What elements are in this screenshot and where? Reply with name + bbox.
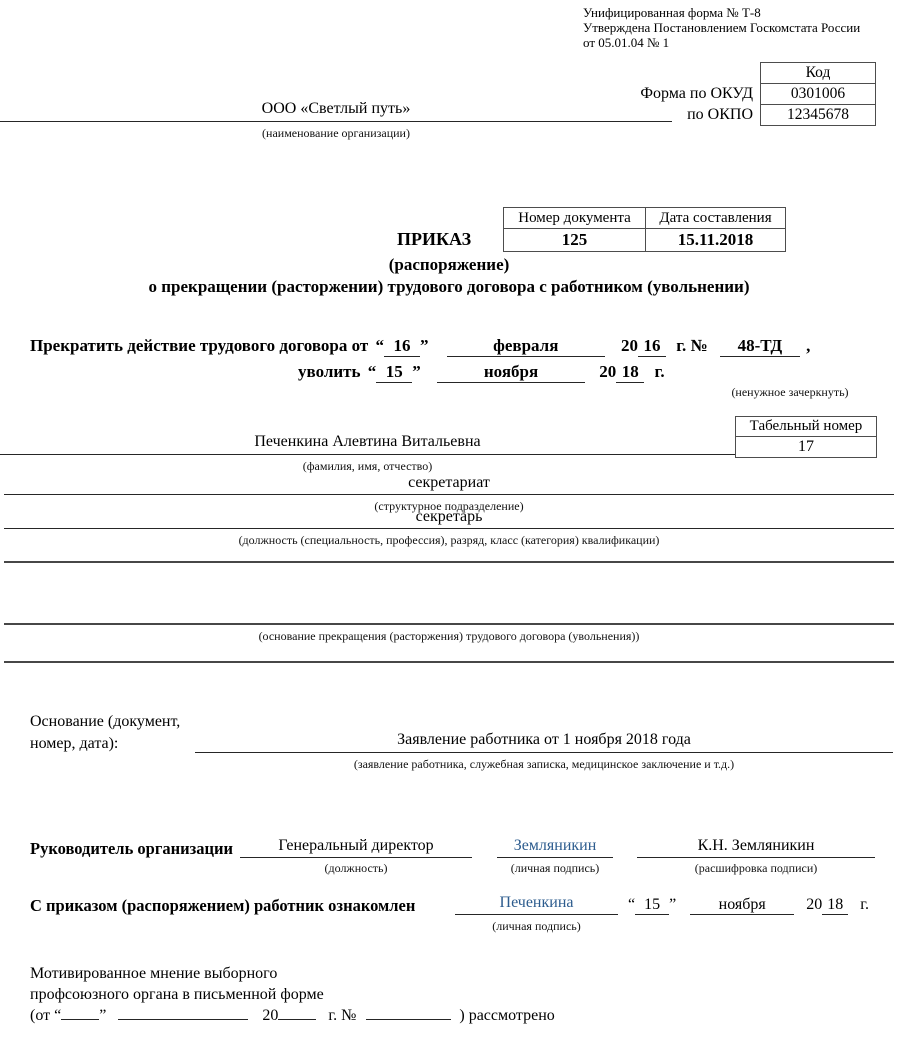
okpo-label: по ОКПО (687, 106, 753, 123)
crossout-caption: (ненужное зачеркнуть) (731, 385, 849, 399)
position-field: секретарь (4, 508, 894, 529)
union-century: 20 (262, 1007, 279, 1024)
contract-number-field: 48-ТД (720, 336, 800, 357)
union-prefix: (от “ (30, 1007, 62, 1024)
ack-century: 20 (806, 896, 823, 913)
basis-label-line1: Основание (документ, (30, 713, 181, 730)
doc-number-header: Номер документа (504, 208, 646, 229)
okud-label: Форма по ОКУД (640, 85, 753, 102)
order-subtitle-1: (распоряжение) (388, 255, 510, 274)
head-name-caption: (расшифровка подписи) (694, 861, 818, 875)
ack-signature: Печенкина (455, 894, 618, 915)
form-reference-block (583, 5, 893, 50)
close-quote: ” (99, 1007, 107, 1024)
employee-name-caption: (фамилия, имя, отчество) (302, 459, 433, 473)
head-position-caption: (должность) (324, 861, 388, 875)
code-header-cell: Код (761, 63, 876, 84)
union-line3 (30, 1005, 555, 1026)
department-field: секретариат (4, 474, 894, 495)
comma: , (806, 336, 811, 355)
close-quote: ” (420, 336, 429, 355)
contract-day-field: 16 (384, 336, 420, 357)
close-quote: ” (669, 896, 677, 913)
open-quote: “ (628, 896, 636, 913)
position-caption: (должность (специальность, профессия), разряд, класс (категория) квалификации) (238, 533, 660, 547)
termination-line-1 (30, 336, 810, 357)
union-month-field (118, 1019, 248, 1020)
order-subtitle-2: о прекращении (расторжении) трудового договора с работником (увольнении) (148, 277, 750, 296)
doc-date-header: Дата составления (646, 208, 786, 229)
union-number-field (366, 1019, 451, 1020)
dismiss-prefix: уволить (298, 362, 361, 381)
union-year-field (278, 1019, 316, 1020)
head-signature: Земляникин (497, 837, 613, 858)
ack-day-field: 15 (635, 896, 669, 915)
close-quote: ” (412, 362, 421, 381)
organization-name-field: ООО «Светлый путь» (0, 100, 672, 122)
grounds-blank-line-1 (4, 561, 894, 563)
union-line1: Мотивированное мнение выборного (30, 965, 278, 982)
okud-value-cell: 0301006 (761, 84, 876, 105)
form-note-line3: от 05.01.04 № 1 (583, 35, 670, 50)
ack-year-field: 18 (822, 896, 848, 915)
termination-line1-prefix: Прекратить действие трудового договора от (30, 336, 369, 355)
grounds-blank-line-3 (4, 661, 894, 663)
contract-month-field: февраля (447, 336, 605, 357)
personnel-number-value: 17 (736, 437, 877, 458)
form-note-line2: Утверждена Постановлением Госкомстата России (583, 20, 861, 35)
basis-value-field: Заявление работника от 1 ноября 2018 года (195, 731, 893, 753)
department-caption: (структурное подразделение) (374, 499, 524, 513)
grounds-caption: (основание прекращения (расторжения) трудового договора (увольнения)) (258, 629, 640, 643)
contract-century: 20 (621, 336, 638, 355)
ack-date-cluster (628, 896, 869, 915)
ack-signature-caption: (личная подпись) (492, 919, 581, 933)
union-line2: профсоюзного органа в письменной форме (30, 986, 324, 1003)
union-day-field (61, 1019, 99, 1020)
union-suffix: ) рассмотрено (459, 1007, 555, 1024)
doc-number-value: 125 (504, 229, 646, 252)
ack-month-field: ноября (690, 896, 794, 915)
year-abbrev: г. (654, 362, 665, 381)
form-note-line1: Унифицированная форма № Т-8 (583, 5, 761, 20)
ack-label: С приказом (распоряжением) работник ознакомлен (30, 896, 416, 915)
order-title: ПРИКАЗ (397, 229, 472, 249)
union-opinion-block (30, 963, 555, 1026)
dismiss-century: 20 (599, 362, 617, 381)
doc-number-date-table (503, 207, 786, 252)
head-position-field: Генеральный директор (240, 837, 472, 858)
contract-number-label: г. № (676, 336, 708, 355)
head-signature-caption: (личная подпись) (510, 861, 600, 875)
basis-caption: (заявление работника, служебная записка, медицинское заключение и т.д.) (353, 757, 735, 771)
code-table (760, 62, 876, 126)
dismiss-month-field: ноября (437, 362, 585, 383)
dismiss-day-field: 15 (376, 362, 412, 383)
personnel-number-table (735, 416, 877, 458)
organization-caption: (наименование организации) (262, 126, 410, 140)
union-number-label: г. № (328, 1007, 357, 1024)
grounds-blank-line-2 (4, 623, 894, 625)
head-name-field: К.Н. Земляникин (637, 837, 875, 858)
okpo-value-cell: 12345678 (761, 105, 876, 126)
basis-label-line2: номер, дата): (30, 735, 119, 752)
contract-year-field: 16 (638, 336, 666, 357)
employee-name-field: Печенкина Алевтина Витальевна (0, 433, 735, 455)
head-label: Руководитель организации (30, 839, 234, 858)
year-abbrev: г. (860, 896, 869, 913)
doc-date-value: 15.11.2018 (646, 229, 786, 252)
open-quote: “ (367, 362, 377, 381)
dismiss-year-field: 18 (616, 362, 644, 383)
open-quote: “ (375, 336, 384, 355)
termination-line-2 (298, 362, 665, 383)
personnel-number-header: Табельный номер (736, 417, 877, 437)
